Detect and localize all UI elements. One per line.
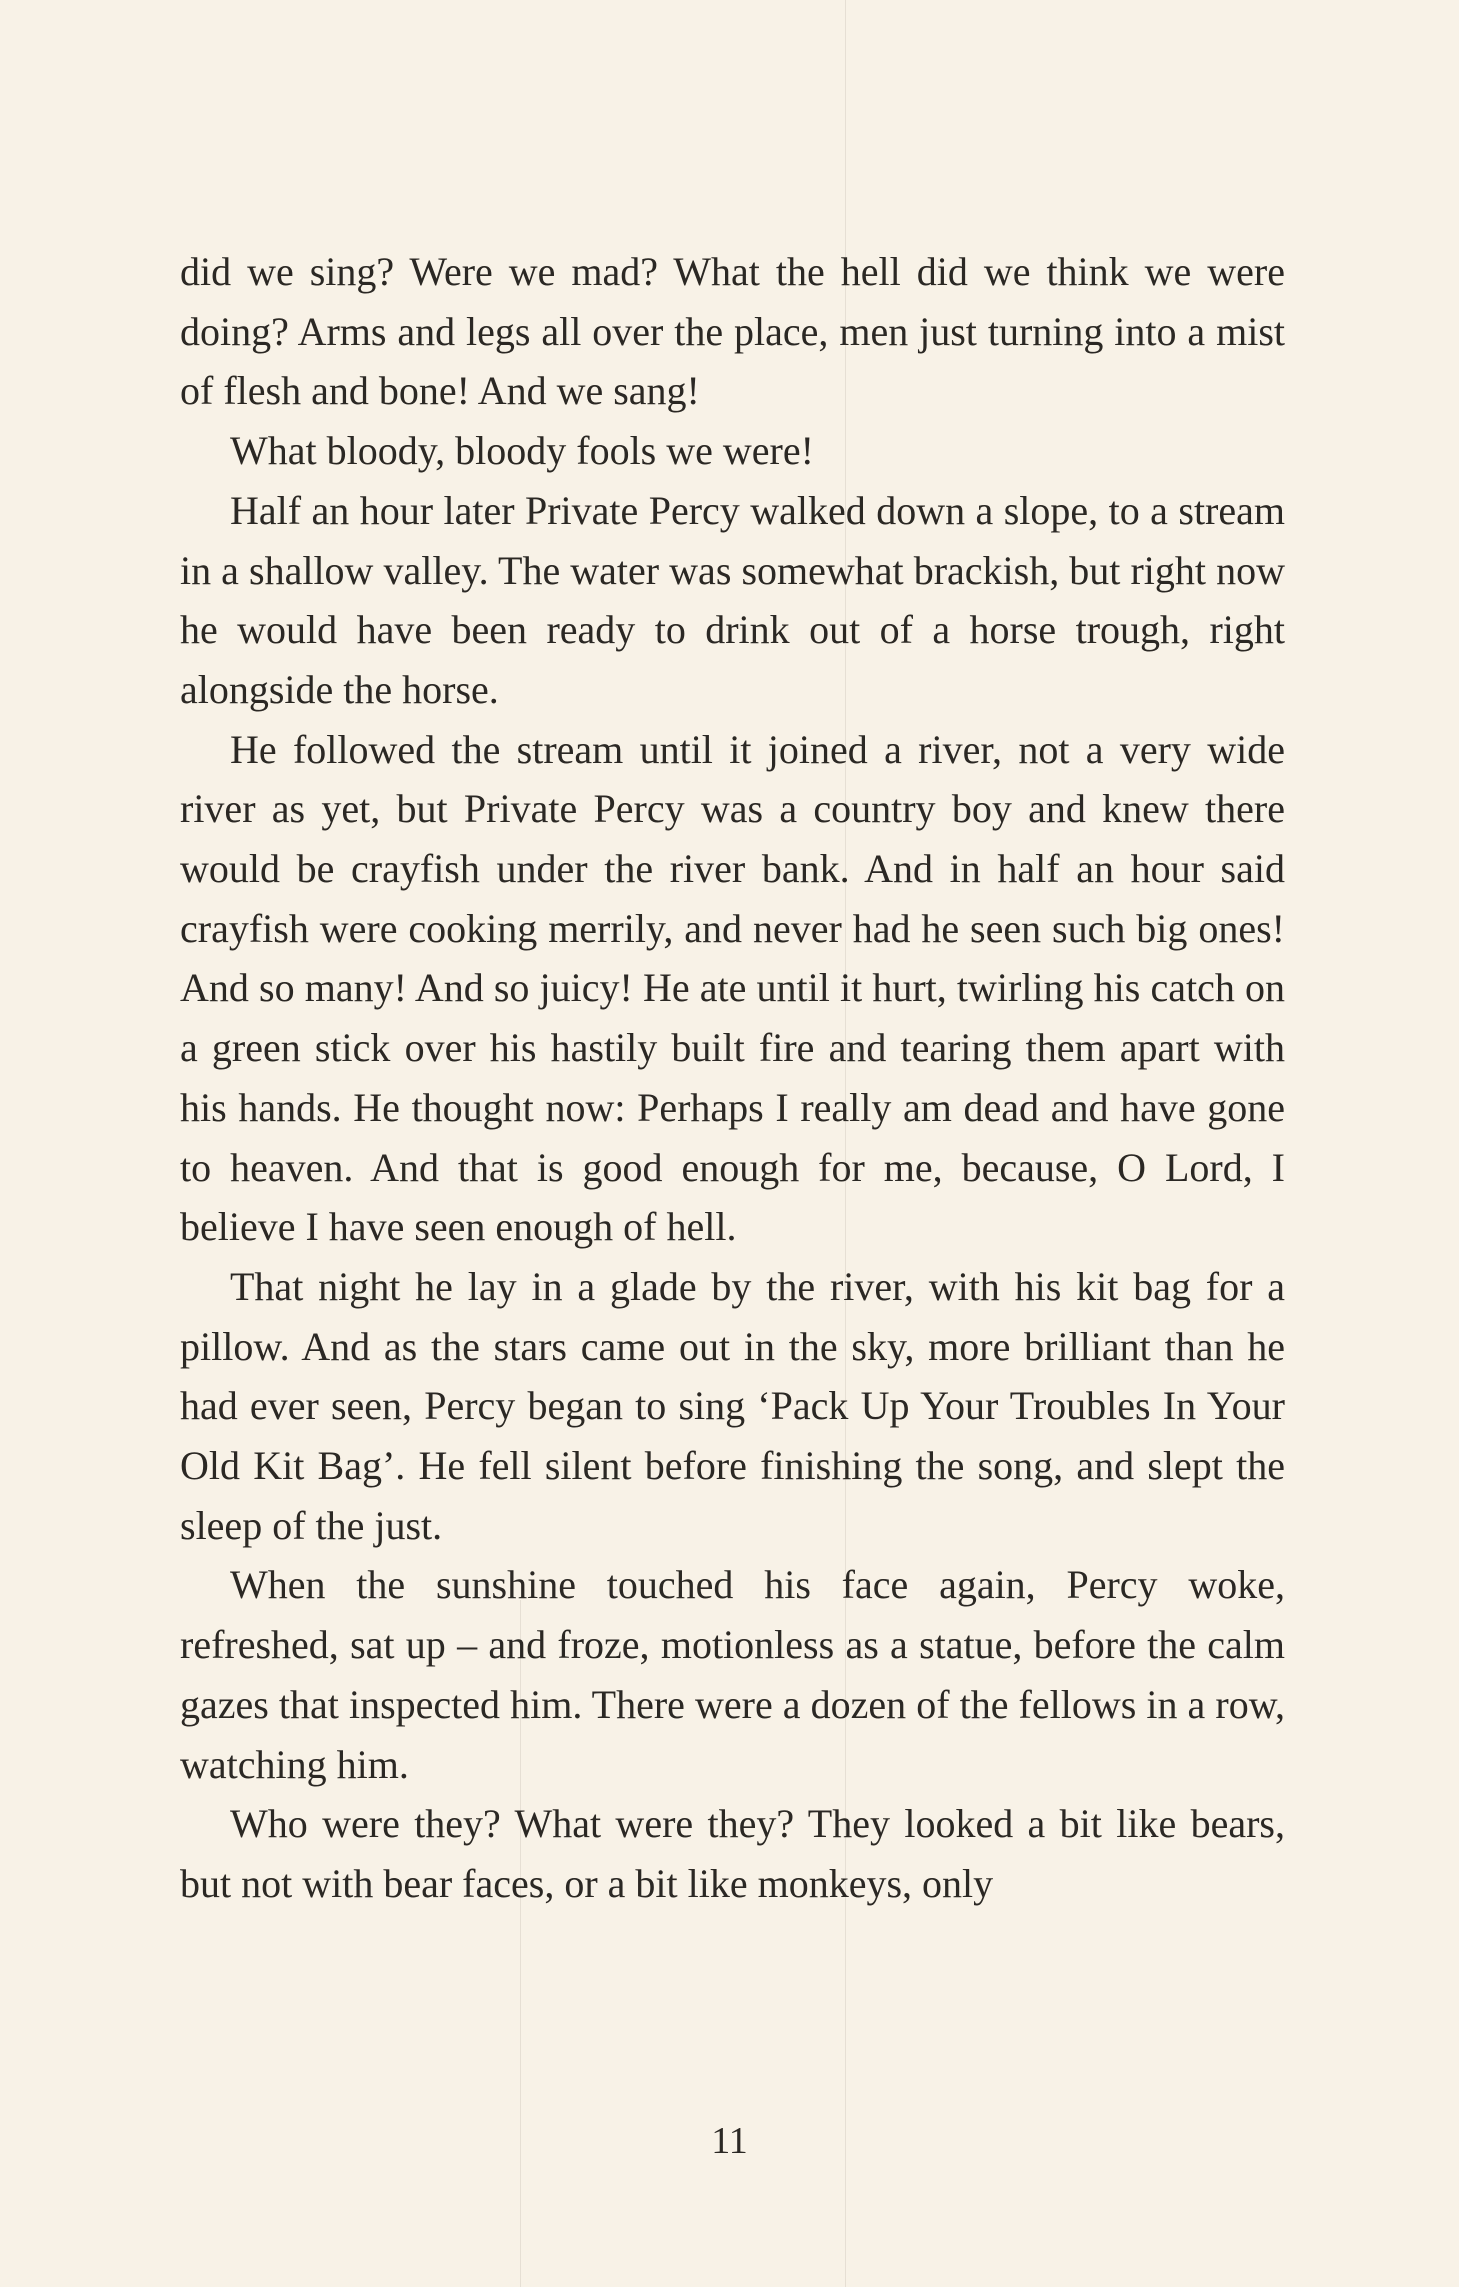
paragraph: He followed the stream until it joined a river, not a very wide river as yet, but Private Percy was a country boy and knew there would be crayfish under the river bank. And in half an hour said crayfish were cooking merrily, and never had he seen such big ones! And so many! And so juicy! He ate until it hurt, twirling his catch on a green stick over his hastily built fire and tearing them apart with his hands. He thought now: Perhaps I really am dead and have gone to heaven. And that is good enough for me, because, O Lord, I believe I have seen enough of hell. — [180, 726, 1285, 1250]
page-number: 11 — [711, 2120, 748, 2162]
paragraph: Who were they? What were they? They looked a bit like bears, but not with bear faces, or a bit like monkeys, only — [180, 1801, 1285, 1906]
paragraph: What bloody, bloody fools we were! — [230, 428, 814, 474]
paragraph: did we sing? Were we mad? What the hell did we think we were doing? Arms and legs all over the place, men just turning into a mist of flesh and bone! And we sang! — [180, 249, 1285, 414]
body-text — [180, 242, 1285, 1914]
paragraph: Half an hour later Private Percy walked down a slope, to a stream in a shallow valley. The water was somewhat brackish, but right now he would have been ready to drink out of a horse trough, right alongside the horse. — [180, 487, 1285, 712]
paragraph: That night he lay in a glade by the river, with his kit bag for a pillow. And as the stars came out in the sky, more brilliant than he had ever seen, Percy began to sing ‘Pack Up Your Troubles In Your Old Kit Bag’. He fell silent before finishing the song, and slept the sleep of the just. — [180, 1263, 1285, 1548]
paragraph: When the sunshine touched his face again, Percy woke, refreshed, sat up – and froze, motionless as a statue, before the calm gazes that inspected him. There were a dozen of the fellows in a row, watching him. — [180, 1562, 1285, 1787]
